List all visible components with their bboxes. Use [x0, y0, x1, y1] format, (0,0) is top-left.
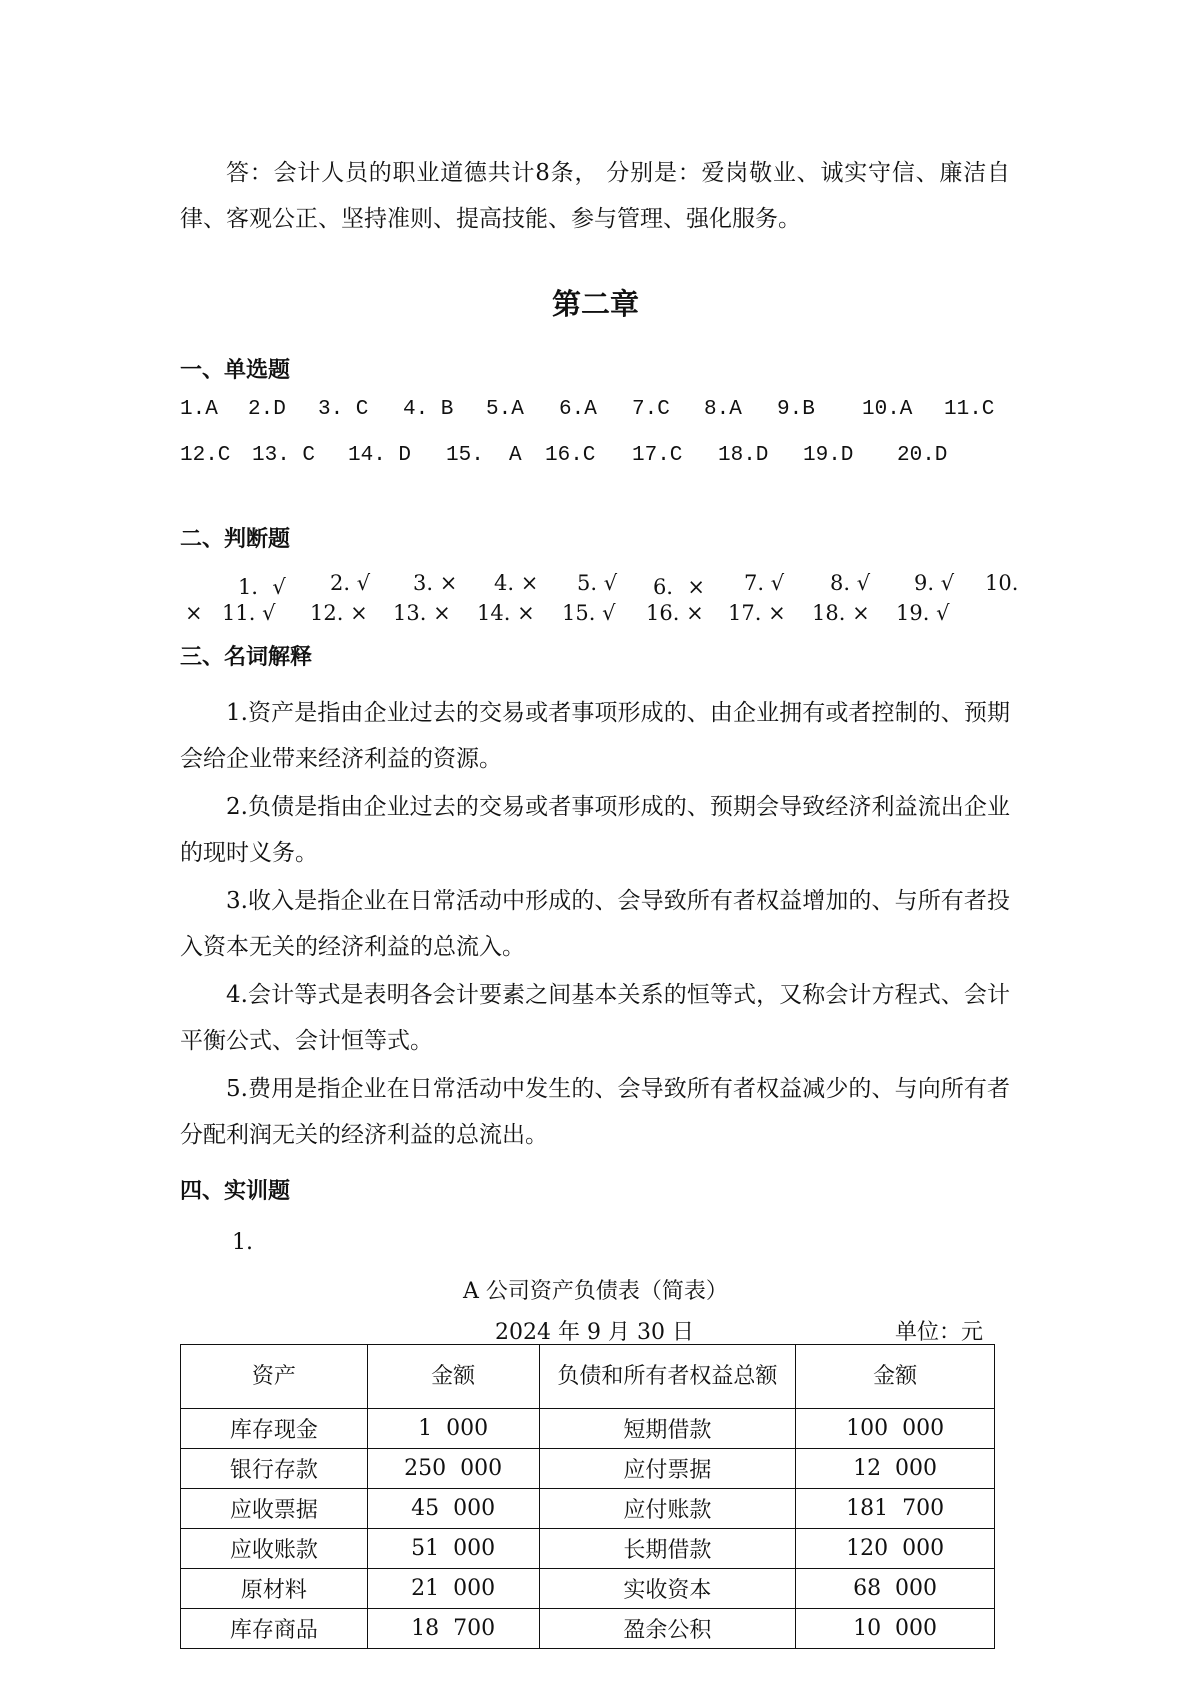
answer-item: 6．×: [653, 575, 705, 599]
answer-item: 15. √: [562, 601, 616, 625]
table-title: A 公司资产负债表（简表）: [463, 1279, 728, 1304]
answer-item: 18. ×: [812, 601, 870, 625]
answer-item: 5. √: [577, 571, 618, 595]
answer-item: 16. ×: [646, 601, 704, 625]
section-heading-terms: 三、名词解释: [180, 645, 313, 670]
term-definition: 3.收入是指企业在日常活动中形成的、会导致所有者权益增加的、与所有者投入资本无关的经济利益的总流入。: [180, 888, 1010, 960]
table-cell: 库存商品: [181, 1609, 368, 1649]
answer-item: 9. √: [914, 571, 955, 595]
answer-item: 1．√: [238, 575, 286, 599]
answer-item: 10.: [985, 571, 1019, 595]
table-cell: 12 000: [796, 1449, 995, 1489]
answer-item: 19. √: [896, 601, 950, 625]
column-header-assets: 资产: [181, 1345, 368, 1409]
table-row: [181, 1489, 995, 1529]
answer-item: 5.A: [486, 398, 524, 421]
answer-item: 16.C: [545, 444, 596, 467]
answer-item: 3. C: [318, 398, 369, 421]
answer-item: 11.C: [944, 398, 995, 421]
answer-item: 2.D: [248, 398, 286, 421]
table-cell: 应收票据: [181, 1489, 368, 1529]
table-cell: 51 000: [367, 1529, 539, 1569]
answer-item: 13. ×: [393, 601, 451, 625]
answer-item: 7. √: [744, 571, 785, 595]
answer-item: 8. √: [830, 571, 871, 595]
table-row: [181, 1609, 995, 1649]
table-cell: 18 700: [367, 1609, 539, 1649]
answer-item: ×: [185, 601, 203, 625]
answer-item: 8.A: [704, 398, 742, 421]
table-cell: 应付账款: [539, 1489, 796, 1529]
table-cell: 68 000: [796, 1569, 995, 1609]
table-cell: 100 000: [796, 1409, 995, 1449]
answer-item: 20.D: [897, 444, 948, 467]
answer-item: 4. ×: [494, 571, 539, 595]
column-header-liabilities-equity: 负债和所有者权益总额: [539, 1345, 796, 1409]
answer-item: 12.C: [180, 444, 231, 467]
section-heading-true-false: 二、判断题: [180, 527, 291, 552]
table-cell: 250 000: [367, 1449, 539, 1489]
answer-item: 2. √: [330, 571, 371, 595]
table-cell: 10 000: [796, 1609, 995, 1649]
section-heading-single-choice: 一、单选题: [180, 358, 291, 383]
answer-item: 7.C: [632, 398, 670, 421]
column-header-amount: 金额: [796, 1345, 995, 1409]
answer-item: 3. ×: [413, 571, 458, 595]
answer-item: 14. D: [348, 444, 412, 467]
column-header-amount: 金额: [367, 1345, 539, 1409]
practice-item-number: 1.: [232, 1230, 253, 1255]
table-cell: 长期借款: [539, 1529, 796, 1569]
answer-item: 17. ×: [728, 601, 786, 625]
answer-item: 19.D: [803, 444, 854, 467]
table-unit: 单位：元: [895, 1320, 984, 1345]
term-definition: 1.资产是指由企业过去的交易或者事项形成的、由企业拥有或者控制的、预期会给企业带来经济利益的资源。: [180, 700, 1010, 772]
table-cell: 181 700: [796, 1489, 995, 1529]
answer-item: 9.B: [777, 398, 815, 421]
answer-item: 12. ×: [310, 601, 368, 625]
answer-item: 15. A: [446, 444, 522, 467]
table-header-row: [181, 1345, 995, 1409]
table-cell: 实收资本: [539, 1569, 796, 1609]
table-cell: 120 000: [796, 1529, 995, 1569]
term-definition: 2.负债是指由企业过去的交易或者事项形成的、预期会导致经济利益流出企业的现时义务。: [180, 794, 1010, 866]
answer-item: 6.A: [559, 398, 597, 421]
answer-item: 13. C: [252, 444, 316, 467]
table-cell: 银行存款: [181, 1449, 368, 1489]
table-cell: 45 000: [367, 1489, 539, 1529]
answer-item: 17.C: [632, 444, 683, 467]
table-cell: 短期借款: [539, 1409, 796, 1449]
table-cell: 21 000: [367, 1569, 539, 1609]
answer-item: 18.D: [718, 444, 769, 467]
term-definition: 5.费用是指企业在日常活动中发生的、会导致所有者权益减少的、与向所有者分配利润无关的经济利益的总流出。: [180, 1076, 1010, 1148]
table-cell: 应付票据: [539, 1449, 796, 1489]
answer-item: 4. B: [403, 398, 454, 421]
table-cell: 应收账款: [181, 1529, 368, 1569]
balance-sheet-table: [180, 1344, 995, 1649]
table-date: 2024 年 9 月 30 日: [495, 1320, 694, 1345]
chapter-title: 第二章: [551, 287, 639, 321]
ethics-answer: 答：会计人员的职业道德共计8条， 分别是：爱岗敬业、诚实守信、廉洁自律、客观公正、坚持准则、提高技能、参与管理、强化服务。: [180, 160, 1010, 232]
table-row: [181, 1569, 995, 1609]
table-cell: 库存现金: [181, 1409, 368, 1449]
answer-item: 11. √: [222, 601, 276, 625]
table-cell: 1 000: [367, 1409, 539, 1449]
table-cell: 原材料: [181, 1569, 368, 1609]
term-definition: 4.会计等式是表明各会计要素之间基本关系的恒等式，又称会计方程式、会计平衡公式、会计恒等式。: [180, 982, 1010, 1054]
answer-item: 1.A: [180, 398, 218, 421]
table-row: [181, 1449, 995, 1489]
table-row: [181, 1529, 995, 1569]
table-row: [181, 1409, 995, 1449]
answer-item: 14. ×: [477, 601, 535, 625]
section-heading-practice: 四、实训题: [180, 1179, 291, 1204]
table-cell: 盈余公积: [539, 1609, 796, 1649]
answer-item: 10.A: [862, 398, 913, 421]
